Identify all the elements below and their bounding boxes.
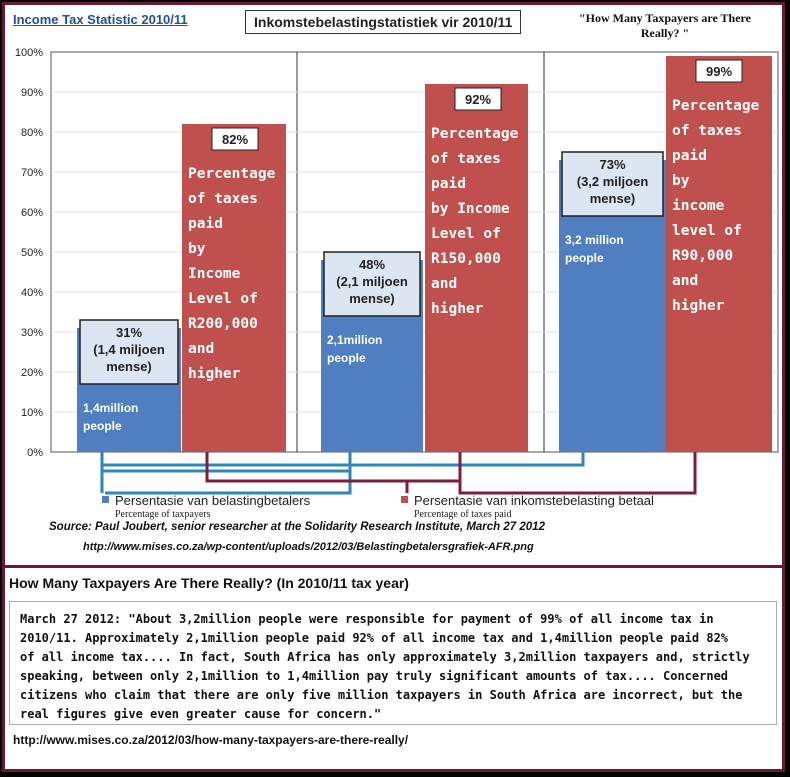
taxes-description-line: Level of (431, 226, 501, 242)
taxpayers-label: mense) (589, 191, 636, 206)
taxes-description-line: level of (672, 223, 742, 239)
y-tick-label: 50% (20, 247, 43, 259)
taxes-description-line: higher (431, 301, 484, 317)
taxpayers-label: mense) (349, 291, 395, 306)
taxpayers-label: mense) (106, 359, 152, 374)
taxpayers-label: (1,4 miljoen (93, 342, 165, 357)
taxes-description-line: of taxes (672, 123, 742, 139)
legend-blue-sublabel: Percentage of taxpayers (115, 509, 211, 520)
taxes-description-line: paid (672, 148, 707, 164)
connector-blue (102, 452, 583, 471)
taxes-description-line: by (672, 173, 690, 189)
taxes-description-line: by Income (431, 201, 510, 217)
taxpayers-label: 73% (599, 157, 626, 172)
taxpayers-people-label: 3,2 million (565, 233, 624, 247)
taxpayers-people-label: people (327, 351, 366, 365)
quote-line: citizens who claim that there are only five million taxpayers in South Africa are incorrect, but the (20, 688, 743, 702)
quote-line: 2010/11. Approximately 2,1million people paid 92% of all income tax and 1,4million people paid 82% (20, 631, 729, 645)
y-tick-label: 80% (20, 127, 43, 139)
taxes-description-line: Percentage (431, 126, 519, 142)
quote-box (9, 601, 777, 725)
legend-swatch-blue (102, 496, 109, 503)
quote-line: March 27 2012: "About 3,2million people were responsible for payment of 99% of all income tax in (20, 612, 714, 626)
y-tick-label: 60% (20, 207, 43, 219)
quote-line: of all income tax.... In fact, South Africa has only approximately 3,2million taxpayers and, strictly (20, 650, 750, 664)
taxpayers-label: (3,2 miljoen (576, 174, 649, 189)
taxes-description-line: paid (431, 176, 466, 192)
taxpayers-people-label: 1,4million (83, 401, 139, 415)
legend-red-sublabel: Percentage of taxes paid (414, 509, 512, 520)
y-tick-label: 20% (20, 367, 43, 379)
taxes-pct-label: 82% (221, 132, 249, 147)
taxes-description-line: R200,000 (188, 316, 258, 332)
taxpayers-label: 48% (358, 257, 386, 272)
y-tick-label: 90% (20, 87, 43, 99)
y-tick-label: 40% (20, 287, 43, 299)
chart-panel (5, 5, 782, 568)
taxes-description-line: Percentage (188, 166, 276, 182)
quote-line: real figures give even greater cause for concern." (20, 707, 382, 721)
title-afrikaans: Inkomstebelastingstatistiek vir 2010/11 (245, 10, 521, 34)
y-tick-label: 100% (14, 47, 43, 59)
taxes-pct-label: 92% (464, 92, 492, 107)
taxes-description-line: Level of (188, 291, 258, 307)
taxes-description-line: income (672, 198, 725, 214)
taxes-description-line: R150,000 (431, 251, 501, 267)
taxes-description-line: by (188, 241, 206, 257)
taxpayers-people-label: people (565, 251, 604, 265)
taxpayers-people-label: 2,1million (327, 333, 383, 347)
bar-chart (5, 5, 782, 520)
legend-swatch-red (401, 496, 408, 503)
taxes-description-line: and (431, 276, 458, 292)
legend-blue-label: Persentasie van belastingbetalers (115, 493, 311, 508)
taxes-description-line: R90,000 (672, 248, 734, 264)
taxes-description-line: and (672, 273, 699, 289)
figure-frame (2, 2, 785, 772)
quote-line: speaking, between only 2,1million to 1,4million pay truly significant amounts of tax.... Concerned (20, 669, 729, 683)
taxes-description-line: and (188, 341, 215, 357)
title-english: Income Tax Statistic 2010/11 (13, 12, 188, 27)
y-tick-label: 70% (20, 167, 43, 179)
y-tick-label: 30% (20, 327, 43, 339)
y-tick-label: 0% (27, 447, 43, 459)
taxpayers-people-label: people (83, 419, 122, 433)
taxes-description-line: higher (672, 298, 725, 314)
taxes-description-line: Percentage (672, 98, 760, 114)
taxes-description-line: Income (188, 266, 241, 282)
taxes-description-line: higher (188, 366, 241, 382)
taxes-pct-label: 99% (705, 64, 733, 79)
taxes-description-line: paid (188, 216, 223, 232)
taxes-description-line: of taxes (188, 191, 258, 207)
section-title: How Many Taxpayers Are There Really? (In 2010/11 tax year) (9, 575, 409, 591)
article-link[interactable]: http://www.mises.co.za/2012/03/how-many-taxpayers-are-there-really/ (13, 733, 409, 747)
y-tick-label: 10% (20, 407, 43, 419)
title-question: "How Many Taxpayers are There Really? " (578, 11, 751, 40)
taxpayers-label: 31% (115, 325, 143, 340)
taxpayers-label: (2,1 miljoen (336, 274, 408, 289)
connector-red (460, 452, 695, 493)
connector-blue (102, 452, 350, 471)
source-credit: Source: Paul Joubert, senior researcher at the Solidarity Research Institute, March 27 2012 (49, 521, 545, 533)
legend-red-label: Persentasie van inkomstebelasting betaal (414, 493, 654, 508)
source-url: http://www.mises.co.za/wp-content/uploads/2012/03/Belastingbetalersgrafiek-AFR.png (83, 541, 534, 553)
taxes-description-line: of taxes (431, 151, 501, 167)
